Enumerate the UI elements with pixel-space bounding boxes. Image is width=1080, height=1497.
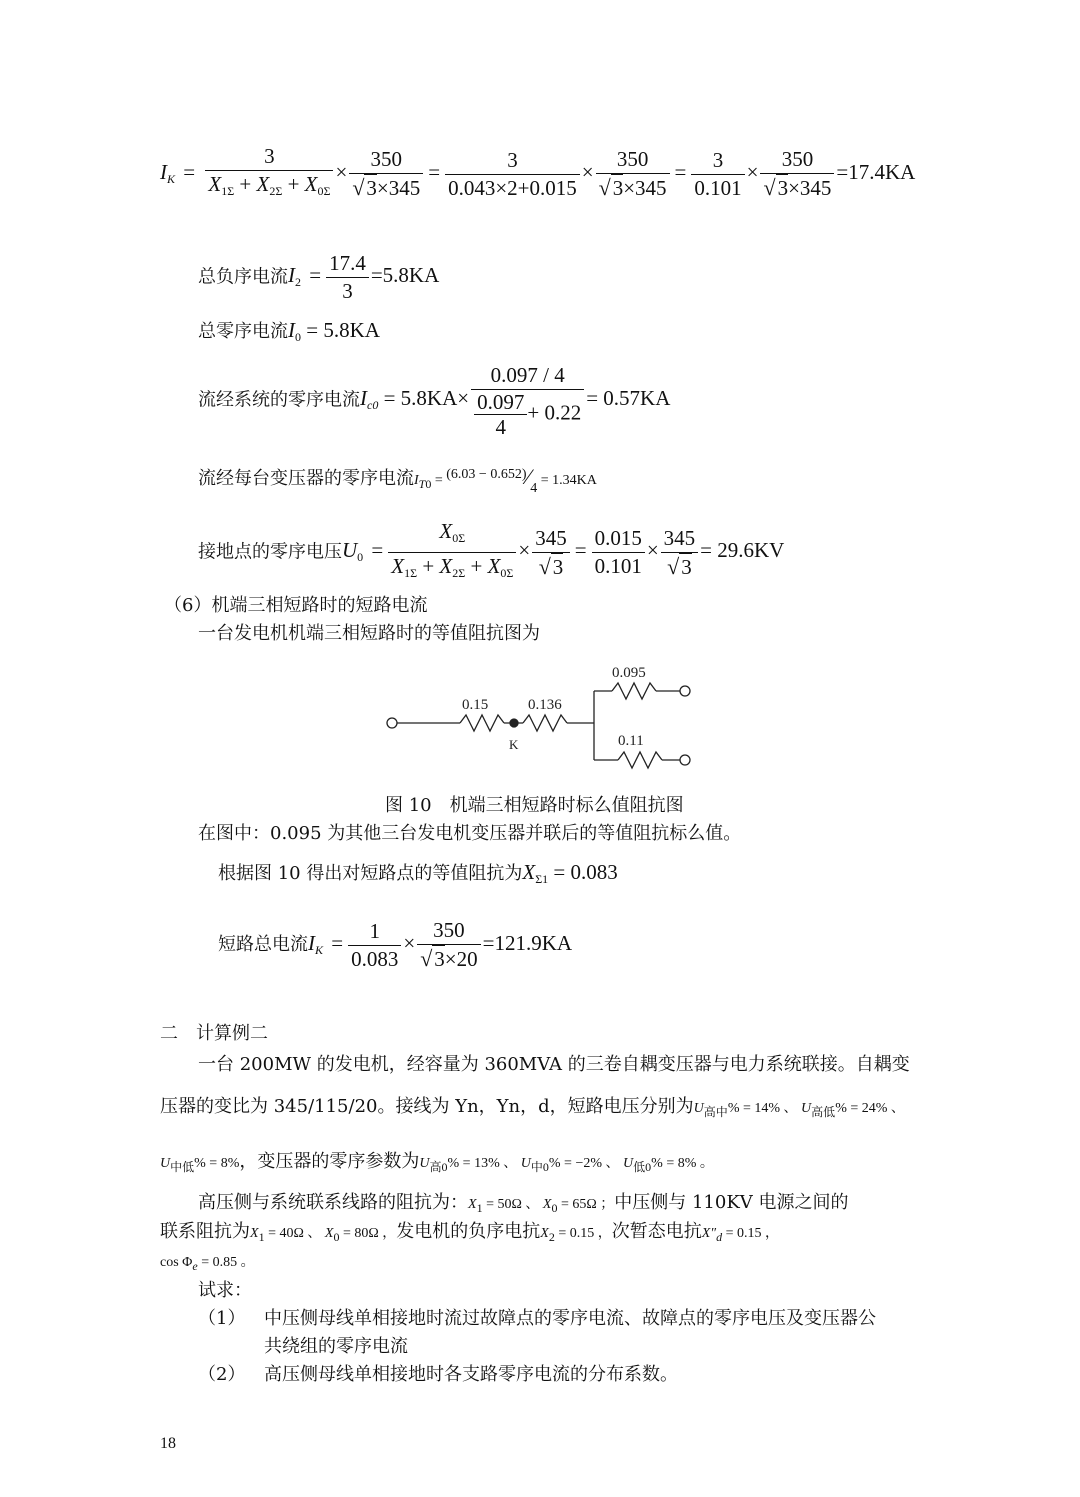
bottom-right-terminal [680,755,690,765]
example2-p1a: 一台 200MW 的发电机，经容量为 360MVA 的三卷自耦变压器与电力系统联接。自耦变 [198,1054,910,1075]
section6-heading: （6）机端三相短路时的短路电流 [164,595,428,616]
figure-note: 在图中：0.095 为其他三台发电机变压器并联后的等值阻抗标么值。 [198,823,742,844]
node-k [510,719,518,727]
ik-symbol: I [160,159,167,184]
example2-heading: 二 计算例二 [160,1023,268,1044]
total-short-line: 短路总电流$I_K$ = $\frac{1}{0.083}$ × $\frac{350}{√3\times 20}$ =121.9KA [218,918,573,971]
label-r1: 0.15 [462,697,489,713]
figure-caption: 图 10 机端三相短路时标么值阻抗图 [385,795,684,816]
ik-frac-1: $\frac{3}{X_{1\Sigma} + X_{2\Sigma} + X_{0\Sigma}}$ [205,143,333,205]
ik-result: =17.4KA [836,159,916,184]
ground-voltage-line: 接地点的零序电压$U_0$ = $\frac{X_{0\Sigma}}{X_{1\Sigma} + X_{2\Sigma} + X_{0\Sigma}}$ × $\frac{345}{√3}$ = $\frac{0.015}{0.101}$ × $\frac{345}{√3}$ = 29.6KV [198,518,784,587]
example2-p2-line: 高压侧与系统联系线路的阻抗为：$X_1 = 50\Omega$ 、 $X_0 = 65\Omega$ ；中压侧与 110KV 电源之间的 [198,1192,849,1215]
question-1-text-a: 中压侧母线单相接地时流过故障点的零序电流、故障点的零序电压及变压器公 [264,1308,876,1329]
question-2-text: 高压侧母线单相接地时各支路零序电流的分布系数。 [264,1364,678,1385]
resistor-0.095 [612,683,656,699]
resistor-0.15 [460,715,504,731]
equiv-line: 根据图 10 得出对短路点的等值阻抗为$X_{\Sigma 1} = 0.083$ [218,860,618,886]
ik-frac-3: $\frac{3}{0.043\times 2+0.015}$ [445,147,580,202]
resistor-0.136 [523,715,567,731]
page-number: 18 [160,1435,176,1452]
transformer-zero-line: 流经每台变压器的零序电流$I_{T0} = (6.03$ − 0.652)⁄4 = 1.34KA [198,464,597,496]
ask-line: 试求： [198,1280,252,1301]
label-r4: 0.11 [618,733,644,749]
section6-intro: 一台发电机机端三相短路时的等值阻抗图为 [198,623,540,644]
sys-zero-line: 流经系统的零序电流$I_{c0} = 5.8KA\times$ 0.097 / 4 $\frac{0.097}{4}$ + 0.22 = 0.57KA [198,363,671,439]
example2-p1b-line: 压器的变比为 345/115/20。接线为 Yn，Yn，d，短路电压分别为$U_{高中}\% = 14\%$ 、 $U_{高低}\% = 24\%$ 、 [160,1096,905,1119]
question-1-number: （1） [198,1308,246,1329]
neg-current-line: 总负序电流$I_2$ = $\frac{17.4}{3}$ =5.8KA [198,251,440,303]
top-right-terminal [680,686,690,696]
question-2-number: （2） [198,1364,246,1385]
label-r2: 0.136 [528,697,562,713]
impedance-diagram [380,655,710,775]
label-node-k: K [509,737,519,752]
ik-frac-4: $\frac{350}{√3\times 345}$ [596,146,670,202]
formula-ik: $I_K$ = $\frac{3}{X_{1\Sigma} + X_{2\Sigma} + X_{0\Sigma}}$ × $\frac{350}{√3\times 345}$ = $\frac{3}{0.043\times 2+0.015}$ × $\frac{350}{√3\times 345}$ = $\frac{3}{0.101}$ × $\frac{350}{√3\times 345}$ =17.4KA [160,143,915,205]
resistor-0.11 [618,752,662,768]
label-r3: 0.095 [612,665,646,681]
example2-p1c-line: $U_{中低}\% = 8\%$，变压器的零序参数为$U_{高0}\% = 13\%$ 、 $U_{中0}\% = -2\%$ 、 $U_{低0}\% = 8\%$ 。 [160,1151,714,1174]
question-2 [198,1363,678,1387]
ik-frac-2: $\frac{350}{√3\times 345}$ [349,146,423,202]
ik-frac-5: $\frac{3}{0.101}$ [691,147,744,202]
left-terminal [387,718,397,728]
question-1 [198,1307,876,1331]
question-1-text-b: 共绕组的零序电流 [264,1336,408,1357]
ik-frac-6: $\frac{350}{√3\times 345}$ [760,146,834,202]
zero-current-line: 总零序电流$I_0 = 5.8KA$ [198,318,380,344]
example2-p3-line: 联系阻抗为$X_1 = 40\Omega$ 、 $X_0 = 80\Omega$ ，发电机的负序电抗$X_2 = 0.15$ ，次暂态电抗$X''_d = 0.15$ ， [160,1221,780,1244]
cos-line: $\cos \Phi_e = 0.85$ 。 [160,1255,255,1273]
